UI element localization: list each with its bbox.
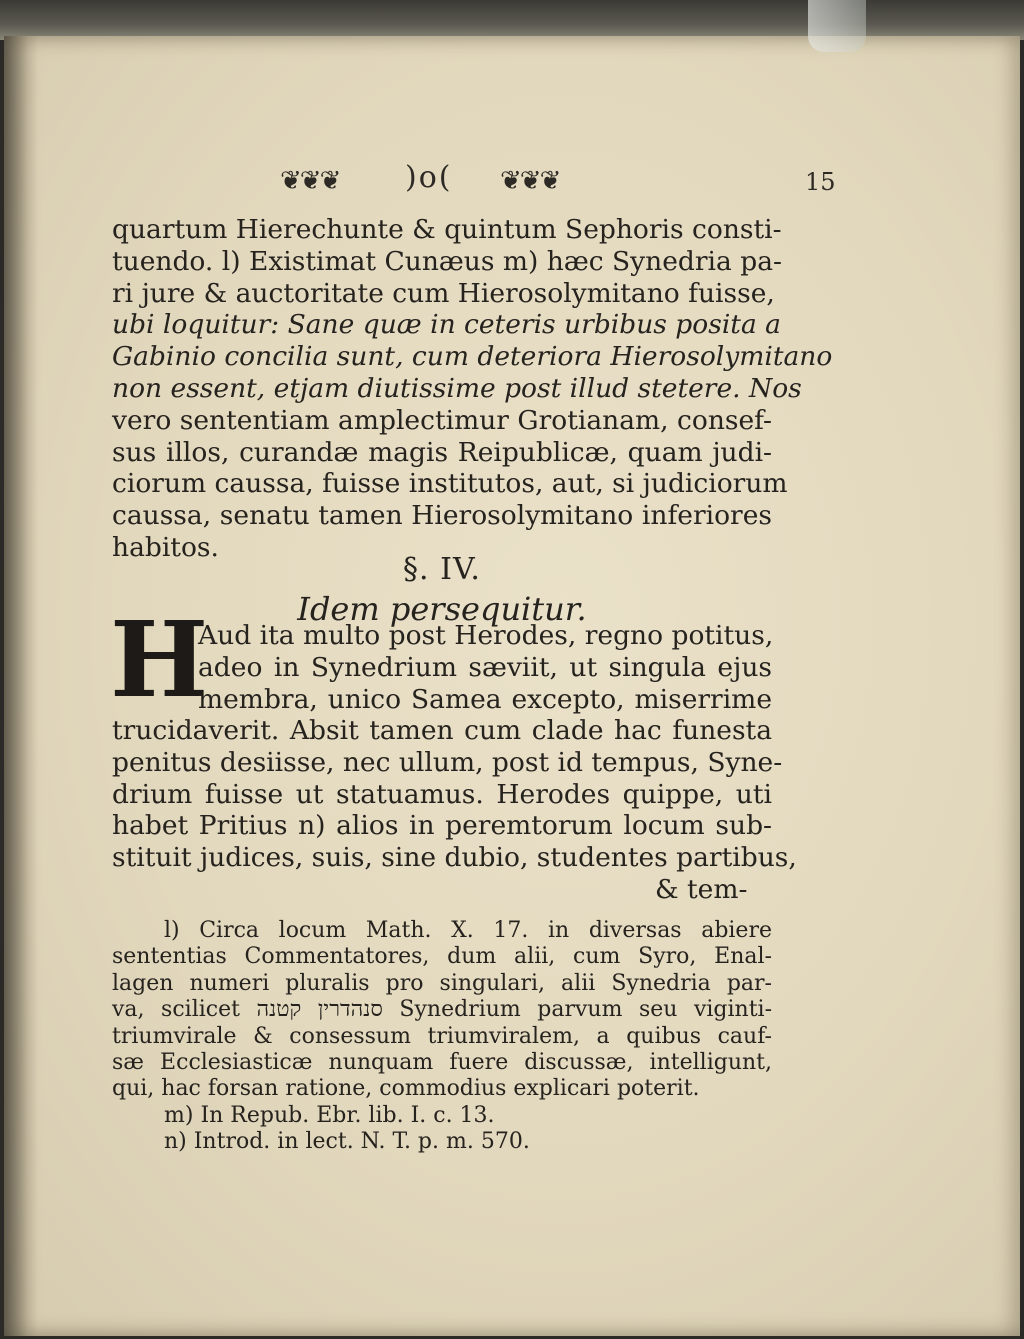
text-line: vero sententiam amplectimur Grotianam, consef- xyxy=(112,404,772,436)
text-line: habitos. xyxy=(112,531,219,563)
text-line: tuendo. l) Existimat Cunæus m) hæc Synedria pa- xyxy=(112,245,782,277)
footnotes xyxy=(112,918,772,1156)
paragraph-1 xyxy=(112,214,833,564)
text-line: non essent, etjam diutissime post illud stetere. Nos xyxy=(112,372,802,404)
text-line: stituit judices, suis, sine dubio, studentes partibus, xyxy=(112,842,797,874)
text-line: sus illos, curandæ magis Reipublicæ, quam judi- xyxy=(112,436,772,468)
text-line: Aud ita multo post Herodes, regno potitus, xyxy=(198,620,774,651)
header-mark: )o( xyxy=(405,160,453,195)
paragraph-2 xyxy=(112,715,797,874)
text-line: ubi loquitur: Sane quæ in ceteris urbibus posita a xyxy=(112,309,781,341)
footnote-line: sententias Commentatores, dum alii, cum Syro, Enal- xyxy=(112,944,772,970)
footnote-n: n) Introd. in lect. N. T. p. m. 570. xyxy=(164,1129,530,1155)
page-clip xyxy=(808,0,866,52)
section-number: §. IV. xyxy=(403,552,481,587)
text-line: drium fuisse ut statuamus. Herodes quippe, uti xyxy=(112,778,772,810)
footnote-m: m) In Repub. Ebr. lib. I. c. 13. xyxy=(164,1102,495,1128)
footnote-line: qui, hac forsan ratione, commodius explicari poterit. xyxy=(112,1076,700,1102)
footnote-line: sæ Ecclesiasticæ nunquam fuere discussæ, intelligunt, xyxy=(112,1050,772,1076)
drop-cap: H xyxy=(110,598,209,721)
text-line: habet Pritius n) alios in peremtorum locum sub- xyxy=(112,810,772,842)
text-line: quartum Hierechunte & quintum Sephoris consti- xyxy=(112,214,782,245)
footnote-line: l) Circa locum Math. X. 17. in diversas abiere xyxy=(164,918,772,943)
paragraph-2-indented xyxy=(198,620,772,715)
ornament-left-icon: ❦❦❦ xyxy=(280,166,340,196)
text-line: trucidaverit. Absit tamen cum clade hac funesta xyxy=(112,715,772,746)
section-title: Idem persequitur. xyxy=(297,590,587,628)
footnote-line: va, scilicet סנהדרין קטנה Synedrium parvum seu viginti- xyxy=(112,997,773,1023)
catchword: & tem- xyxy=(655,874,748,905)
text-line: ciorum caussa, fuisse institutos, aut, si judiciorum xyxy=(112,468,788,500)
footnote-line: lagen numeri pluralis pro singulari, alii Synedria par- xyxy=(112,970,772,996)
page-number: 15 xyxy=(805,168,836,196)
ornament-right-icon: ❦❦❦ xyxy=(500,166,560,196)
text-line: adeo in Synedrium sæviit, ut singula ejus xyxy=(198,651,772,683)
scan-top-edge xyxy=(0,0,1024,40)
footnote-line: triumvirale & consessum triumviralem, a quibus cauf- xyxy=(112,1023,772,1049)
text-line: Gabinio concilia sunt, cum deteriora Hierosolymitano xyxy=(112,341,833,373)
page-gutter-shadow xyxy=(4,36,38,1336)
text-line: membra, unico Samea excepto, miserrime xyxy=(198,683,772,715)
running-header xyxy=(260,160,780,200)
text-line: ri jure & auctoritate cum Hierosolymitano fuisse, xyxy=(112,277,775,309)
text-line: caussa, senatu tamen Hierosolymitano inferiores xyxy=(112,500,772,532)
text-line: penitus desiisse, nec ullum, post id tempus, Syne- xyxy=(112,746,783,778)
